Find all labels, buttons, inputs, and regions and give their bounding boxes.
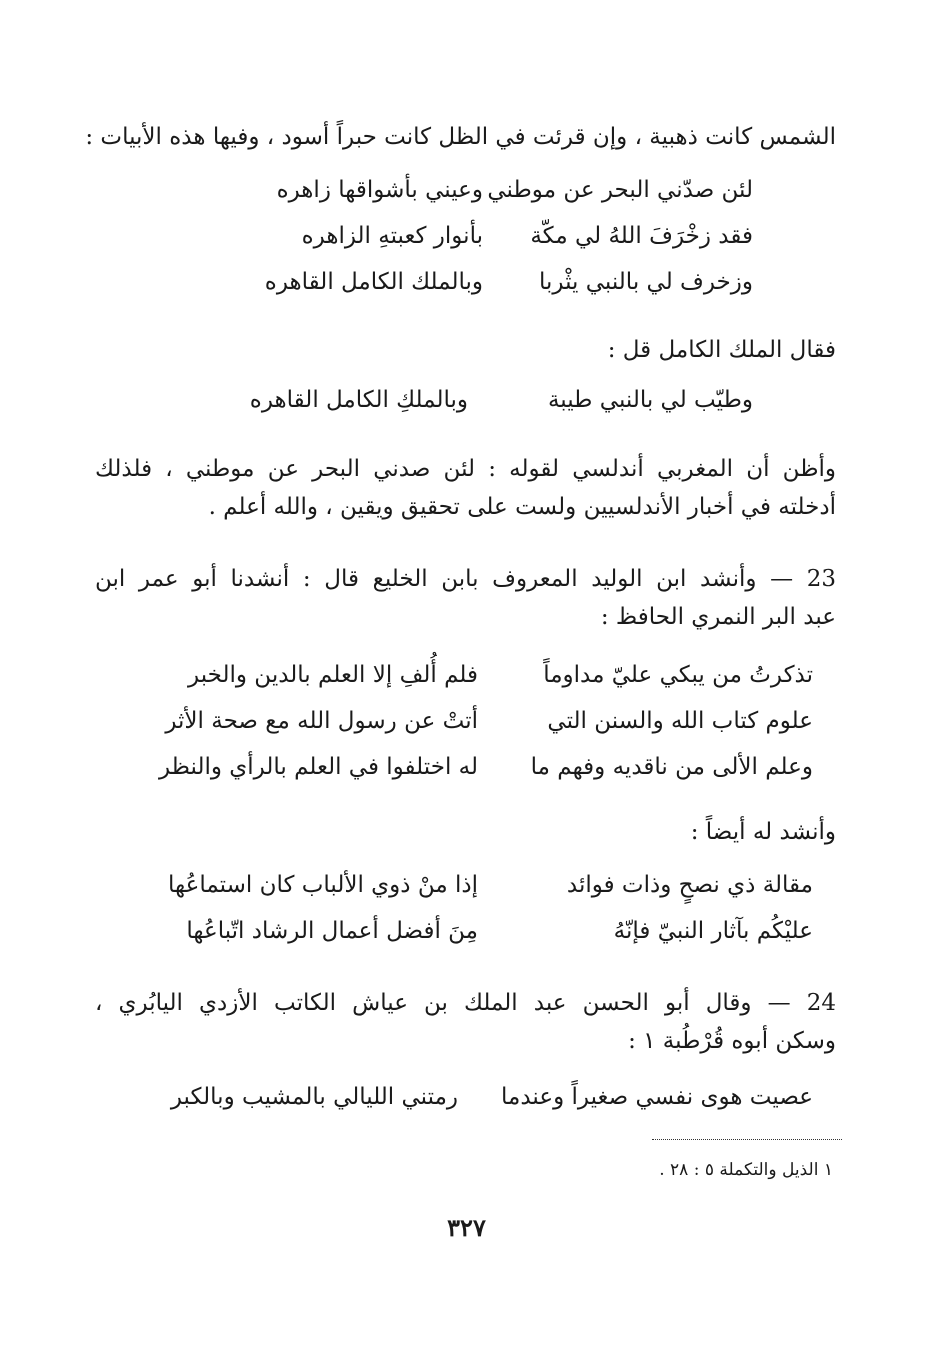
verse-line [120,754,813,800]
verse-second-hemistich: مِنَ أفضل أعمال الرشاد اتّباعُها [186,918,478,944]
paragraph-line: أدخلته في أخبار الأندلسيين ولست على تحقيق ويقين ، والله أعلم . [208,494,836,520]
page-number: ٣٢٧ [447,1213,486,1242]
verse-second-hemistich: وعيني بأشواقها زاهره [276,177,483,203]
verse-line [120,269,813,315]
verse-first-hemistich: لئن صدّني البحر عن موطني [487,177,753,203]
verse-second-hemistich: إذا منْ ذوي الألباب كان استماعُها [168,872,478,898]
verse-second-hemistich: وبالملكِ الكامل القاهره [249,387,468,413]
paragraph-line: 24 — وقال أبو الحسن عبد الملك بن عياش الكاتب الأزدي اليابُري ، [95,990,836,1016]
transition-paragraph-1 [95,331,836,369]
verse-line [120,708,813,754]
verse-second-hemistich: رمتني الليالي بالمشيب وبالكبر [170,1084,458,1110]
poem-5 [120,1084,813,1130]
verse-line [120,223,813,269]
verse-first-hemistich: علوم كتاب الله والسنن التي [547,708,813,734]
verse-line [120,662,813,708]
paragraph-line: وسكن أبوه قُرْطُبة ١ : [628,1028,836,1054]
footnote-divider [652,1139,842,1140]
verse-line [120,177,813,223]
verse-line [120,872,813,918]
paragraph-line: 23 — وأنشد ابن الوليد المعروف بابن الخليع قال : أنشدنا أبو عمر ابن [95,566,836,592]
verse-second-hemistich: فلم أُلفِ إلا العلم بالدين والخبر [188,662,478,688]
verse-line [120,1084,813,1130]
transition-paragraph-2 [95,813,836,851]
verse-first-hemistich: تذكرتُ من يبكي عليّ مداوماً [543,662,813,688]
verse-first-hemistich: فقد زخْرَفَ اللهُ لي مكّة [530,223,753,249]
verse-second-hemistich: بأنوار كعبتهِ الزاهره [301,223,483,249]
verse-line [120,918,813,964]
poem-2 [120,387,813,433]
verse-second-hemistich: له اختلفوا في العلم بالرأي والنظر [158,754,478,780]
paragraph-line: عبد البر النمري الحافظ : [600,604,836,630]
verse-first-hemistich: مقالة ذي نصحٍ وذات فوائد [566,872,813,898]
verse-second-hemistich: أتتْ عن رسول الله مع صحة الأثر [165,708,478,734]
paragraph-2 [95,450,836,526]
intro-line: الشمس كانت ذهبية ، وإن قرئت في الظل كانت حبراً أسود ، وفيها هذه الأبيات : [85,124,836,150]
verse-first-hemistich: وزخرف لي بالنبي يثْربا [539,269,753,295]
verse-first-hemistich: وعلم الألى من ناقديه وفهم ما [530,754,813,780]
paragraph-4 [95,984,836,1060]
verse-first-hemistich: عليْكُم بآثار النبيّ فإنّهُ [613,918,813,944]
verse-first-hemistich: عصيت هوى نفسي صغيراً وعندما [501,1084,813,1110]
footnote: ١ الذيل والتكملة ٥ : ٢٨ . [659,1160,833,1180]
verse-first-hemistich: وطيّب لي بالنبي طيبة [547,387,753,413]
verse-line [120,387,813,433]
paragraph-3 [95,560,836,636]
poem-4 [120,872,813,964]
intro-paragraph [85,118,836,156]
verse-second-hemistich: وبالملك الكامل القاهره [264,269,483,295]
poem-3 [120,662,813,800]
poem-1 [120,177,813,315]
transition-line: فقال الملك الكامل قل : [607,337,836,363]
paragraph-line: وأظن أن المغربي أندلسي لقوله : لئن صدني البحر عن موطني ، فلذلك [95,456,836,482]
transition-line: وأنشد له أيضاً : [690,819,836,845]
